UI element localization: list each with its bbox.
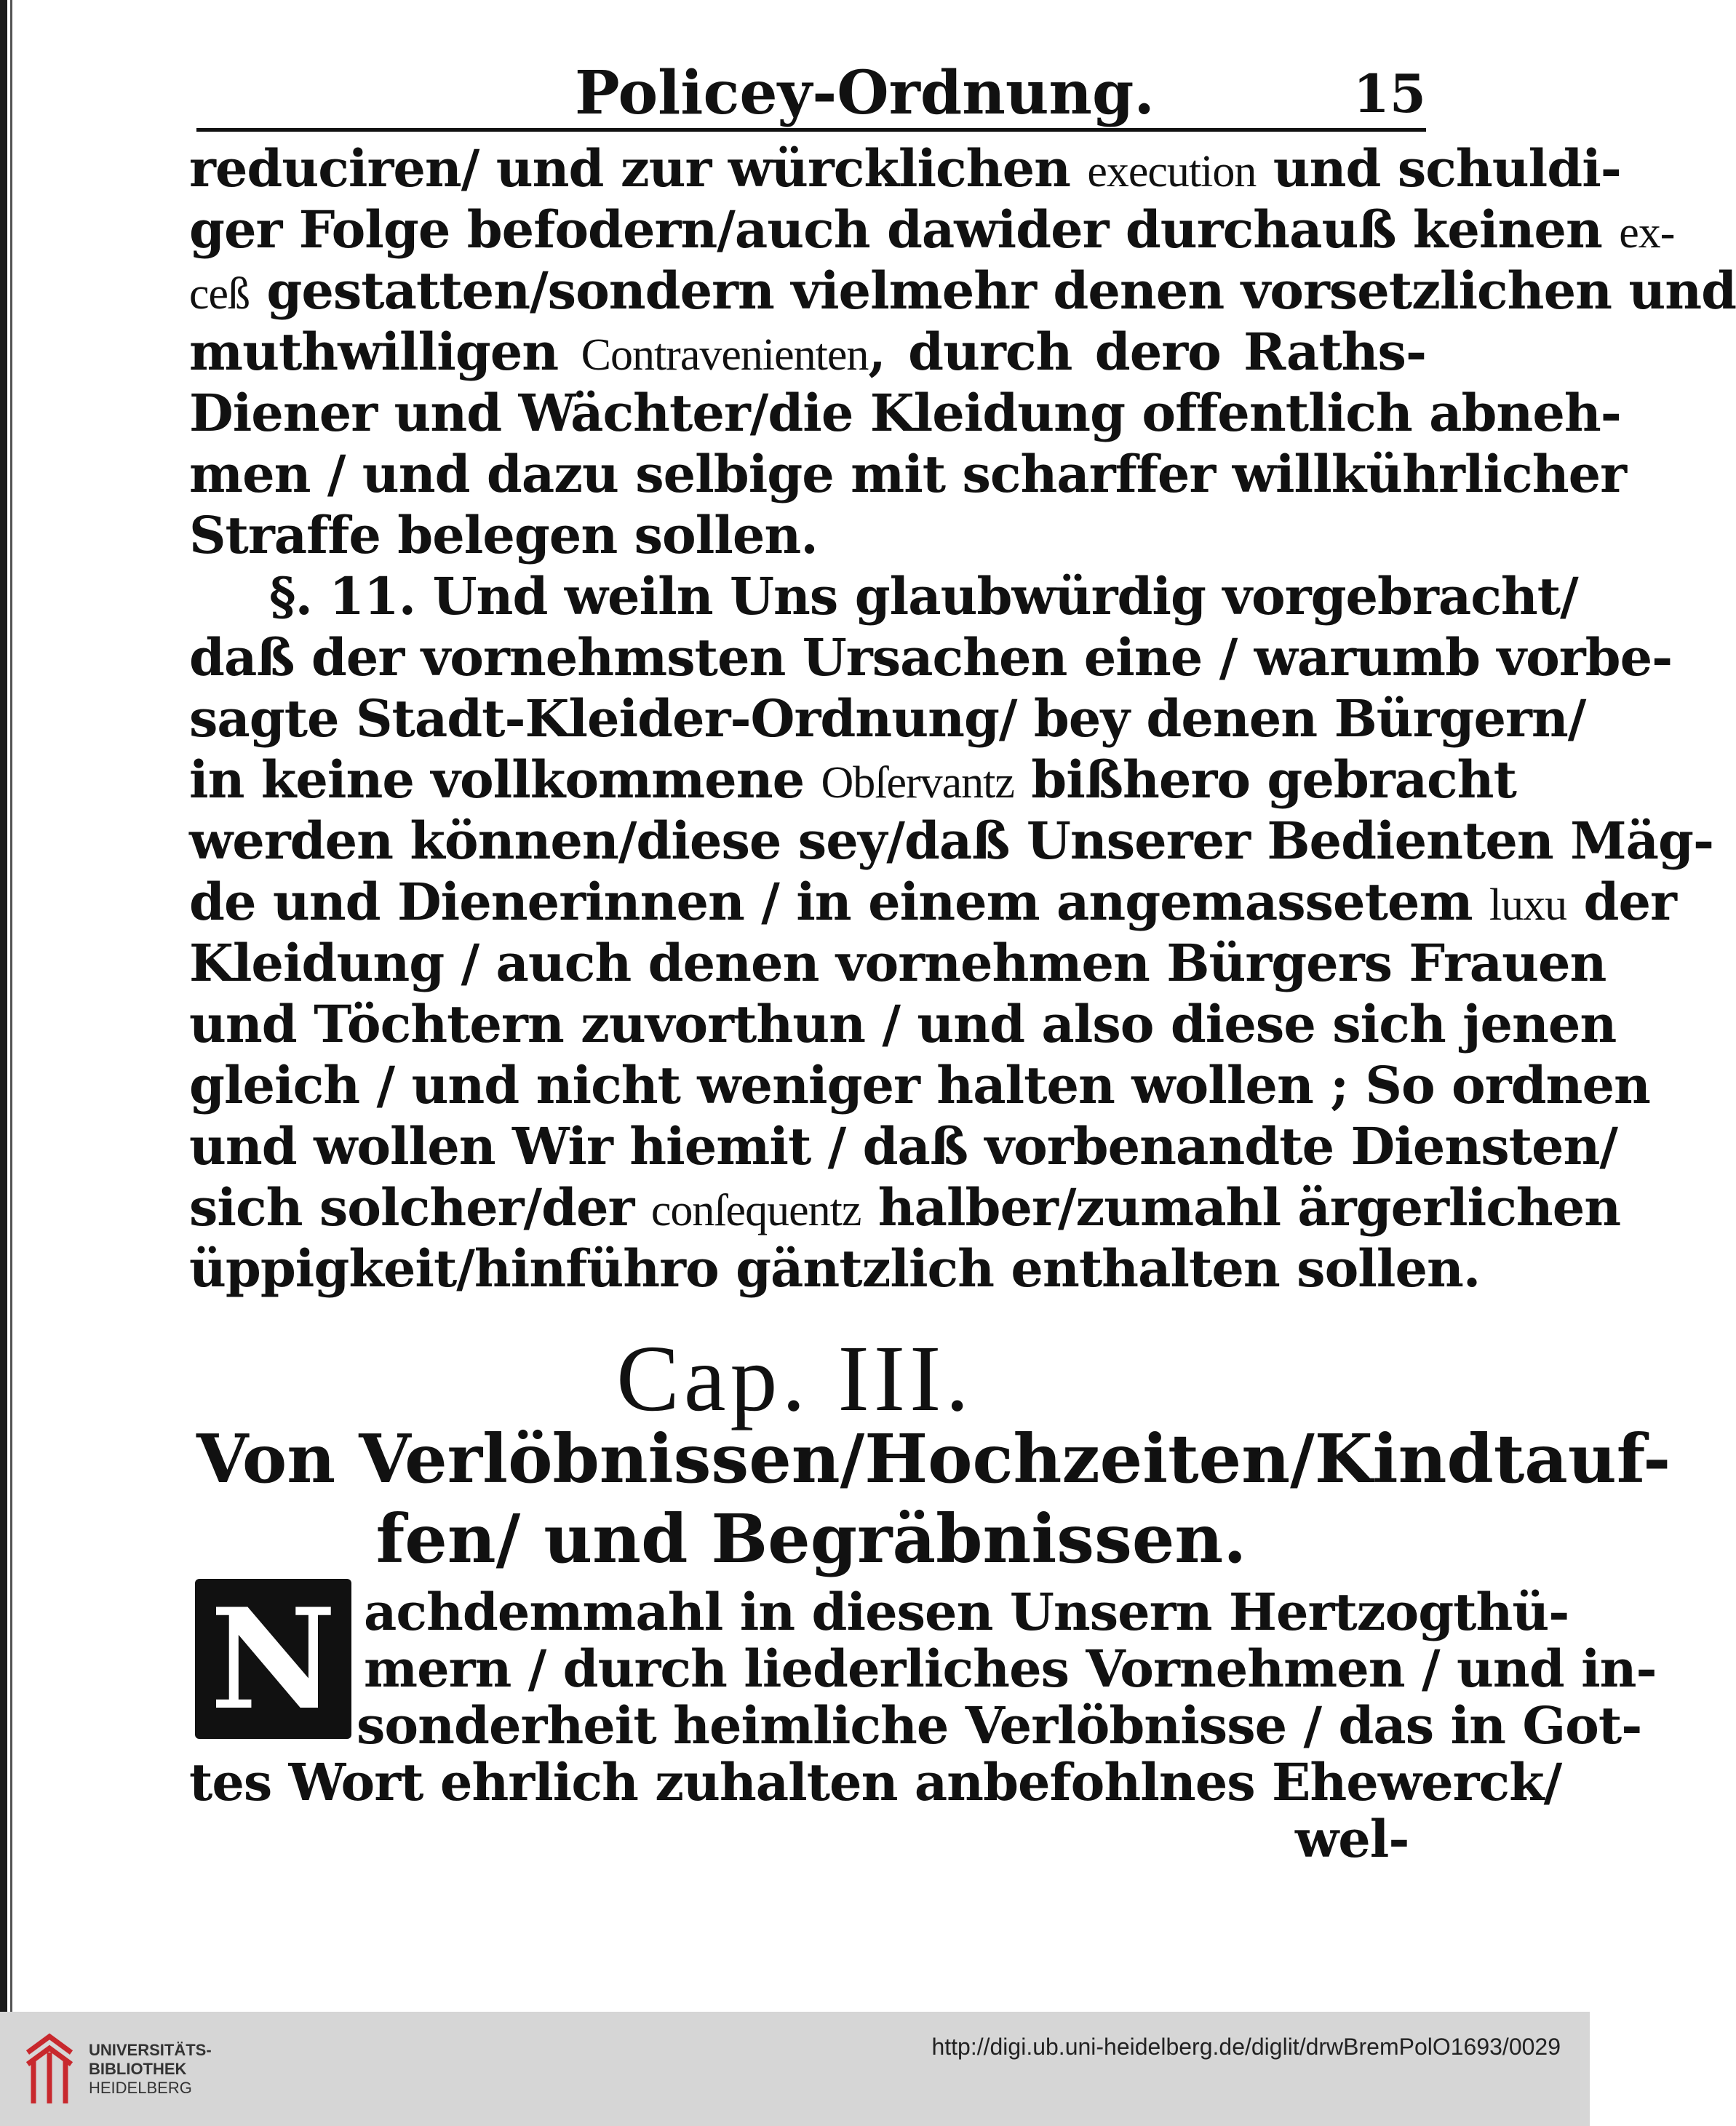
text-run: gestatten/sondern vielmehr denen vorsetzlichen und xyxy=(250,260,1736,321)
body-line xyxy=(189,137,1621,201)
page-edge-shadow xyxy=(0,0,7,2012)
text-run: Straffe belegen sollen. xyxy=(189,505,818,565)
page-number: 15 xyxy=(1353,63,1426,124)
chapter-number: Cap. III. xyxy=(616,1326,973,1431)
latin-term: ex- xyxy=(1619,208,1675,258)
body-line xyxy=(189,626,1673,690)
header-rule xyxy=(196,128,1426,132)
body-line xyxy=(189,442,1627,506)
section-line xyxy=(364,1637,1657,1701)
body-line xyxy=(269,565,1578,629)
body-line xyxy=(189,381,1621,445)
latin-term: Contravenienten xyxy=(581,330,869,380)
latin-term: luxu xyxy=(1489,880,1567,930)
latin-term: execution xyxy=(1087,147,1257,196)
footer-bar xyxy=(0,2012,1590,2126)
body-line xyxy=(189,931,1606,995)
body-line xyxy=(189,1054,1650,1118)
library-name-line-2: BIBLIOTHEK xyxy=(89,2060,187,2078)
body-line xyxy=(189,503,1426,568)
text-run: muthwilligen xyxy=(189,322,581,382)
body-line xyxy=(189,687,1586,751)
chapter-title-line-1: Von Verlöbnissen/Hochzeiten/Kindtauf- xyxy=(196,1420,1671,1498)
text-run: und schuldi- xyxy=(1256,138,1621,199)
text-run: ger Folge befodern/auch dawider durchauß keinen xyxy=(189,199,1620,260)
text-run: der xyxy=(1566,872,1676,932)
body-line xyxy=(189,259,1736,323)
library-name xyxy=(89,2041,212,2098)
latin-term: conſequentz xyxy=(650,1186,861,1235)
section-line xyxy=(189,1751,1562,1815)
text-run: werden können/diese sey/daß Unserer Bedienten Mäg- xyxy=(189,811,1714,871)
text-run: Kleidung / auch denen vornehmen Bürgers Frauen xyxy=(189,933,1606,993)
body-line xyxy=(189,1237,1481,1301)
text-run: wel- xyxy=(1295,1809,1409,1869)
body-line xyxy=(189,748,1516,812)
text-run: §. 11. Und weiln Uns glaubwürdig vorgebracht/ xyxy=(269,566,1578,626)
text-run: in keine vollkommene xyxy=(189,749,821,810)
text-run: und wollen Wir hiemit / daß vorbenandte Diensten/ xyxy=(189,1116,1617,1177)
section-line xyxy=(364,1580,1569,1644)
text-run: reduciren/ und zur würcklichen xyxy=(189,138,1088,199)
latin-term: Obſervantz xyxy=(821,758,1014,808)
library-name-line-3: HEIDELBERG xyxy=(89,2079,192,2097)
text-run: Diener und Wächter/die Kleidung offentlich abneh- xyxy=(189,383,1621,443)
text-run: üppigkeit/hinführo gäntzlich enthalten sollen. xyxy=(189,1238,1481,1299)
library-logo-icon xyxy=(20,2031,79,2108)
library-name-line-1: UNIVERSITÄTS- xyxy=(89,2041,212,2059)
body-line xyxy=(189,198,1675,262)
text-run: sonderheit heimliche Verlöbnisse / das in Got- xyxy=(357,1695,1642,1756)
text-run: daß der vornehmsten Ursachen eine / warumb vorbe- xyxy=(189,627,1673,688)
section-line xyxy=(357,1694,1642,1758)
body-line xyxy=(189,1176,1621,1240)
source-url[interactable]: http://digi.ub.uni-heidelberg.de/diglit/drwBremPolO1693/0029 xyxy=(931,2034,1561,2060)
text-run: de und Dienerinnen / in einem angemassetem xyxy=(189,872,1489,932)
latin-term: ceß xyxy=(189,269,250,319)
text-run: achdemmahl in diesen Unsern Hertzogthü- xyxy=(364,1582,1569,1642)
text-run: und Töchtern zuvorthun / und also diese sich jenen xyxy=(189,994,1617,1054)
decorated-initial: N xyxy=(195,1579,351,1739)
text-run: halber/zumahl ärgerlichen xyxy=(861,1177,1621,1238)
body-line xyxy=(189,809,1714,873)
body-line xyxy=(189,992,1617,1056)
chapter-title-line-2: fen/ und Begräbnissen. xyxy=(375,1500,1247,1578)
body-line xyxy=(189,320,1426,384)
body-line xyxy=(189,1115,1617,1179)
text-run: gleich / und nicht weniger halten wollen ; So ordnen xyxy=(189,1055,1650,1115)
text-run: sagte Stadt-Kleider-Ordnung/ bey denen Bürgern/ xyxy=(189,688,1586,749)
page-edge-line xyxy=(10,0,12,2012)
body-line xyxy=(189,870,1676,934)
text-run: men / und dazu selbige mit scharffer willkührlicher xyxy=(189,444,1627,504)
text-run: tes Wort ehrlich zuhalten anbefohlnes Ehewerck/ xyxy=(189,1752,1562,1812)
section-line xyxy=(1295,1807,1426,1871)
running-header xyxy=(196,58,1426,128)
text-run: , durch dero Raths- xyxy=(868,322,1427,382)
text-run: bißhero gebracht xyxy=(1014,749,1516,810)
text-run: mern / durch liederliches Vornehmen / und in- xyxy=(364,1639,1657,1699)
text-run: sich solcher/der xyxy=(189,1177,651,1238)
running-title: Policey-Ordnung. xyxy=(575,58,1155,128)
